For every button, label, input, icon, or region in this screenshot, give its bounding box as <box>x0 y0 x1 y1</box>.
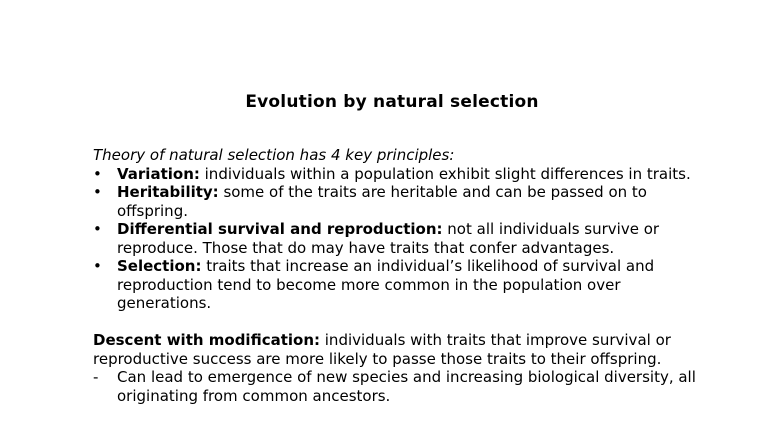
principles-list <box>93 165 703 313</box>
principle-term: Selection: <box>117 257 202 275</box>
intro-text: Theory of natural selection has 4 key principles: <box>93 146 455 164</box>
principle-term: Heritability: <box>117 183 219 201</box>
principle-term: Differential survival and reproduction: <box>117 220 443 238</box>
bullet-icon: • <box>93 257 102 275</box>
descent-paragraph <box>93 331 703 368</box>
principle-text: not all individuals survive or reproduce. Those that do may have traits that confer advantages. <box>117 220 660 257</box>
list-item <box>93 165 703 184</box>
principle-text: individuals within a population exhibit slight differences in traits. <box>199 164 691 183</box>
list-item <box>93 257 703 313</box>
dash-item-text: Can lead to emergence of new species and increasing biological diversity, all originating from common ancestors. <box>117 368 696 405</box>
principle-text: traits that increase an individual’s likelihood of survival and reproduction tend to become more common in the population over generations. <box>117 257 655 312</box>
principle-text: some of the traits are heritable and can be passed on to offspring. <box>117 183 647 220</box>
bullet-icon: • <box>93 164 102 183</box>
descent-text: individuals with traits that improve survival or reproductive success are more likely to passe those traits to their offspring. <box>93 331 671 368</box>
document-body <box>93 146 703 405</box>
dash-icon: - <box>93 368 99 386</box>
list-item <box>93 183 703 220</box>
dash-list <box>93 368 703 405</box>
page-title: Evolution by natural selection <box>245 92 539 112</box>
principle-term: Variation: <box>117 164 200 183</box>
bullet-icon: • <box>93 183 102 201</box>
descent-term: Descent with modification: <box>93 331 320 349</box>
list-item <box>93 220 703 257</box>
list-item <box>93 368 703 405</box>
bullet-icon: • <box>93 220 102 238</box>
